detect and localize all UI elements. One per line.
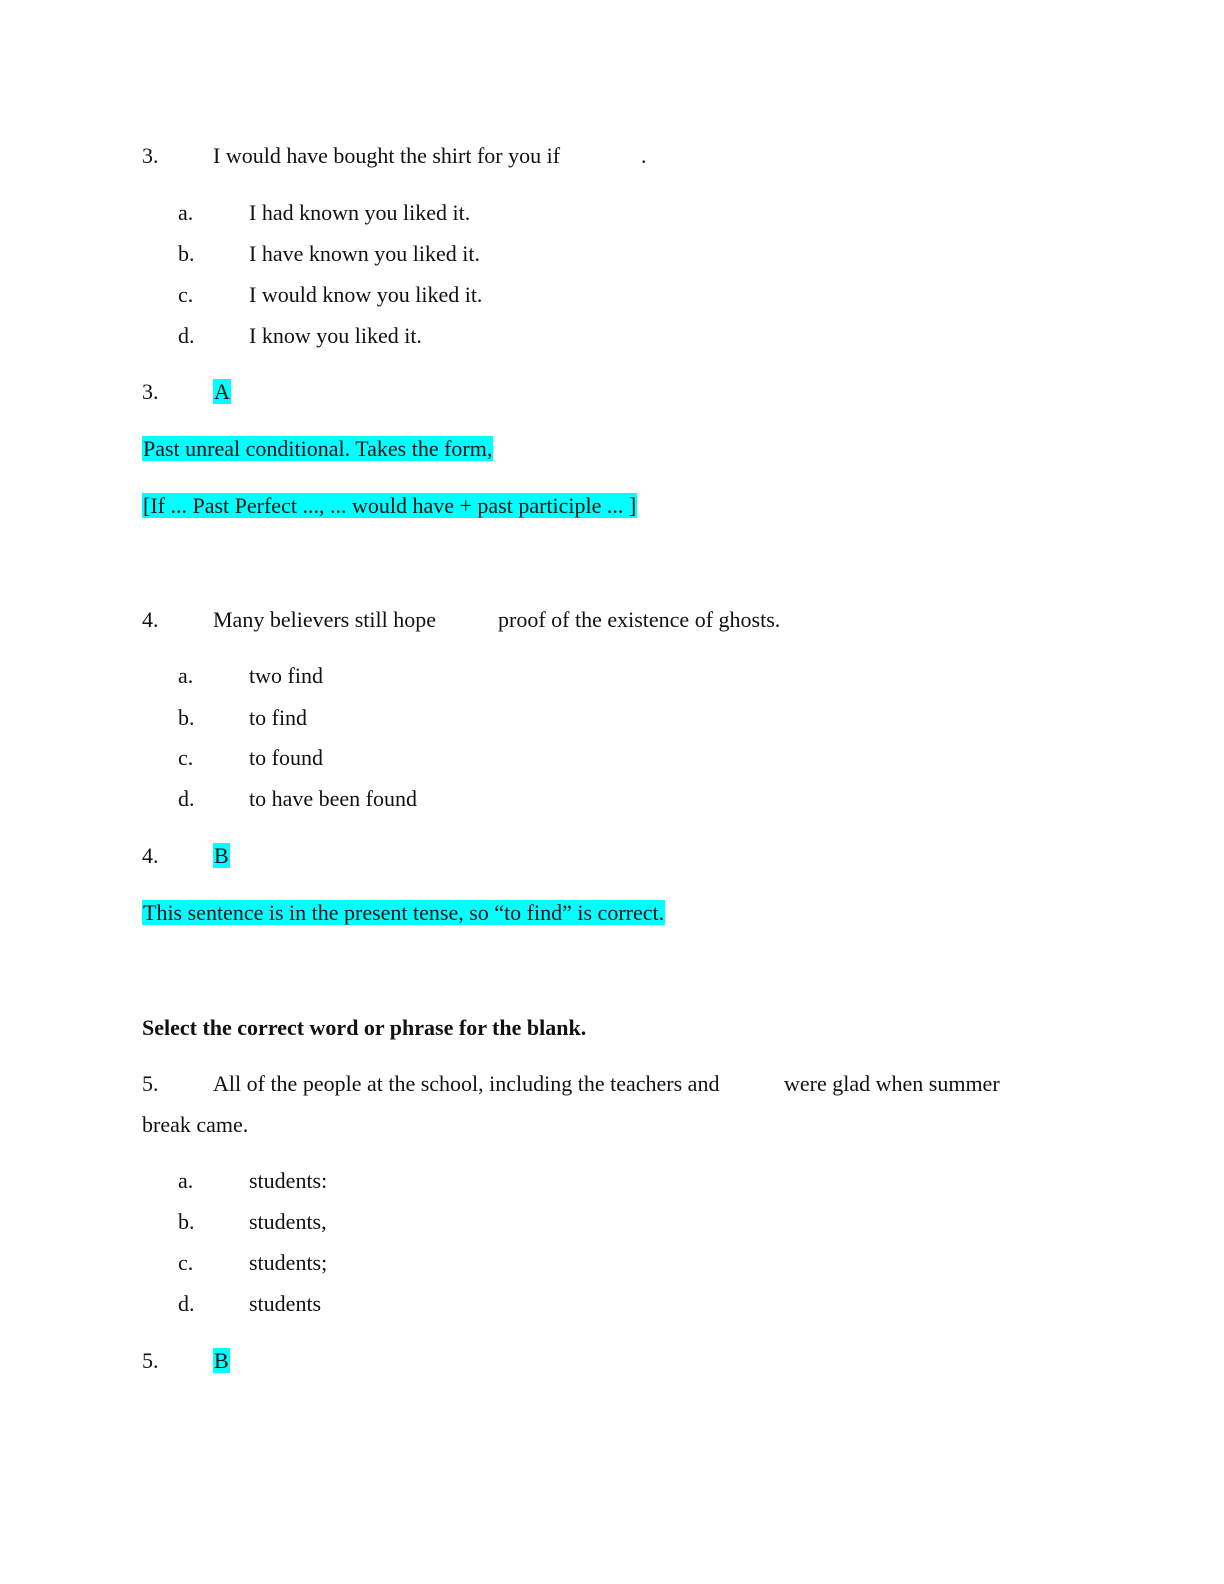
answer-4-explanation-line-1	[142, 899, 665, 927]
question-5-option-c-text: students;	[249, 1250, 328, 1275]
question-3-stem: I would have bought the shirt for you if	[213, 143, 561, 168]
question-4-option-c-text: to found	[249, 745, 323, 770]
question-4-option-b-text: to find	[249, 705, 308, 730]
question-4-option-b-letter: b.	[178, 705, 195, 730]
section-heading: Select the correct word or phrase for the blank.	[142, 1015, 587, 1040]
answer-4-explanation-text-1: This sentence is in the present tense, so “to find” is correct.	[143, 900, 665, 925]
question-3-option-a-letter: a.	[178, 200, 194, 225]
question-4-option-c-letter: c.	[178, 745, 194, 770]
answer-3-explanation-text-1: Past unreal conditional. Takes the form,	[143, 436, 493, 461]
question-5-stem-line-2: break came.	[142, 1112, 249, 1137]
question-5-number: 5.	[142, 1071, 159, 1096]
question-3-option-c-letter: c.	[178, 282, 194, 307]
question-3-option-b-letter: b.	[178, 241, 195, 266]
question-4-option-a-letter: a.	[178, 663, 194, 688]
answer-3-explanation-line-1	[142, 435, 493, 463]
question-5-stem-end: were glad when summer	[784, 1071, 1000, 1096]
question-4-stem-end: proof of the existence of ghosts.	[498, 607, 781, 632]
answer-3-explanation-text-2: [If ... Past Perfect ..., ... would have + past participle ... ]	[143, 493, 637, 518]
answer-3-number: 3.	[142, 379, 159, 404]
question-3-stem-end: .	[641, 143, 647, 168]
answer-5-letter-line	[213, 1347, 230, 1375]
question-4-option-d-text: to have been found	[249, 786, 417, 811]
question-5-option-b-text: students,	[249, 1209, 327, 1234]
question-4-stem: Many believers still hope	[213, 607, 437, 632]
answer-5-number: 5.	[142, 1348, 159, 1373]
answer-4-letter-line	[213, 842, 230, 870]
question-3-option-d-text: I know you liked it.	[249, 323, 422, 348]
answer-5-letter: B	[214, 1348, 229, 1373]
question-4-option-d-letter: d.	[178, 786, 195, 811]
question-4-number: 4.	[142, 607, 159, 632]
question-3-option-c-text: I would know you liked it.	[249, 282, 483, 307]
question-3-option-b-text: I have known you liked it.	[249, 241, 480, 266]
answer-3-letter: A	[214, 379, 230, 404]
question-3-number: 3.	[142, 143, 159, 168]
question-3-option-a-text: I had known you liked it.	[249, 200, 471, 225]
question-5-stem: All of the people at the school, including the teachers and	[213, 1071, 720, 1096]
question-5-option-a-text: students:	[249, 1168, 328, 1193]
question-3-option-d-letter: d.	[178, 323, 195, 348]
question-5-option-d-letter: d.	[178, 1291, 195, 1316]
answer-3-letter-line	[213, 378, 231, 406]
answer-4-number: 4.	[142, 843, 159, 868]
question-5-option-b-letter: b.	[178, 1209, 195, 1234]
question-5-option-c-letter: c.	[178, 1250, 194, 1275]
question-4-option-a-text: two find	[249, 663, 323, 688]
answer-4-letter: B	[214, 843, 229, 868]
question-5-option-a-letter: a.	[178, 1168, 194, 1193]
answer-3-explanation-line-2	[142, 492, 637, 520]
question-5-option-d-text: students	[249, 1291, 322, 1316]
